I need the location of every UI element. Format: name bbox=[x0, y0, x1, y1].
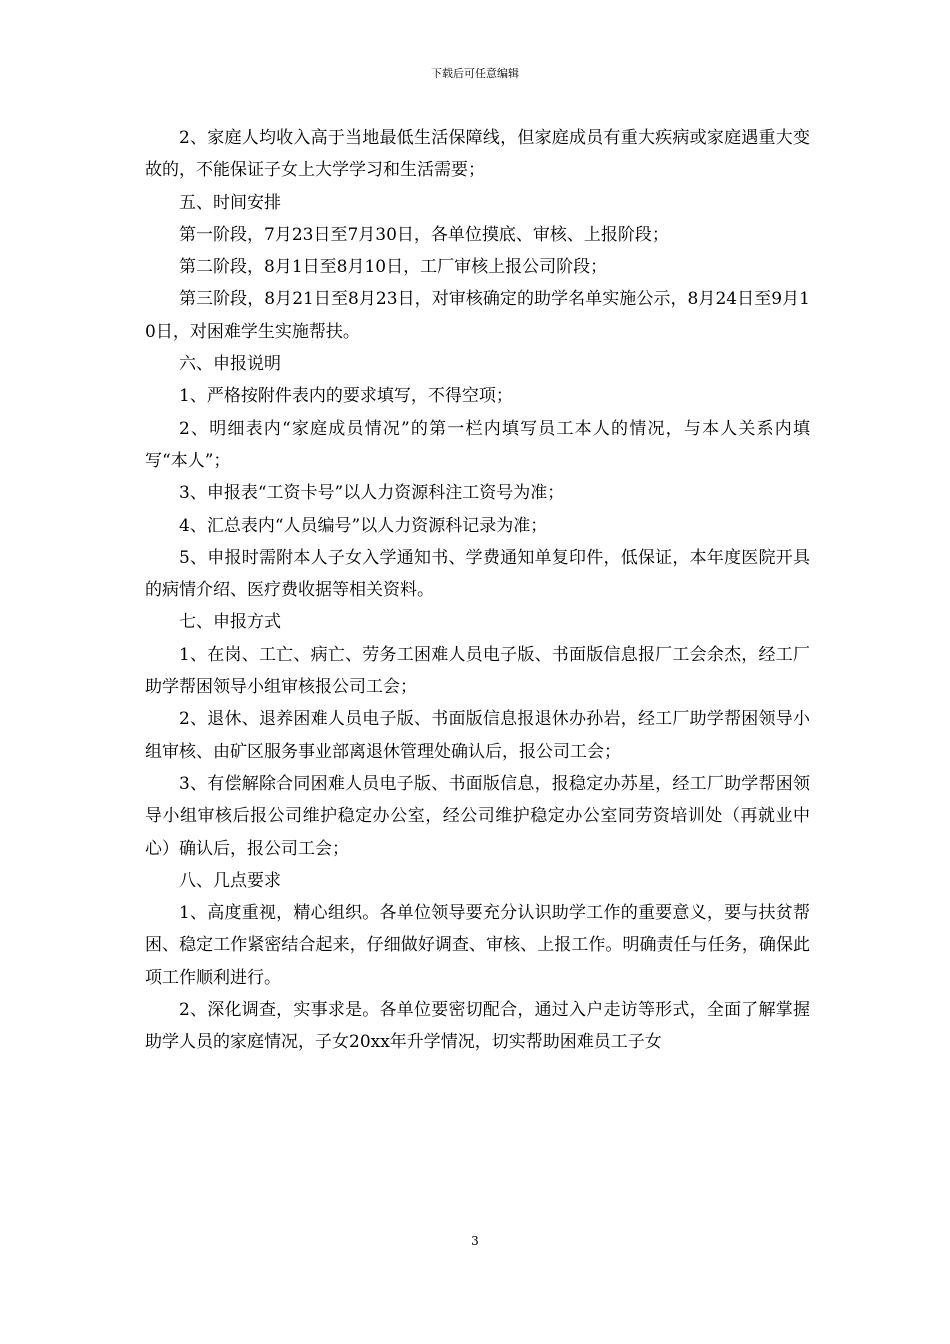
paragraph: 2、家庭人均收入高于当地最低生活保障线，但家庭成员有重大疾病或家庭遇重大变故的，不能保证子女上大学学习和生活需要； bbox=[145, 128, 810, 181]
paragraph: 5、申报时需附本人子女入学通知书、学费通知单复印件，低保证，本年度医院开具的病情介绍、医疗费收据等相关资料。 bbox=[145, 547, 810, 601]
paragraph: 第三阶段，8月21日至8月23日，对审核确定的助学名单实施公示，8月24日至9月10日，对困难学生实施帮扶。 bbox=[145, 289, 810, 342]
paragraph: 2、深化调查，实事求是。各单位要密切配合，通过入户走访等形式，全面了解掌握助学人员的家庭情况，子女20xx年升学情况，切实帮助困难员工子女 bbox=[145, 1000, 810, 1053]
paragraph: 1、严格按附件表内的要求填写，不得空项； bbox=[179, 386, 513, 407]
section-heading-application-notes: 六、申报说明 bbox=[179, 354, 281, 375]
paragraph: 3、有偿解除合同困难人员电子版、书面版信息，报稳定办苏星，经工厂助学帮困领导小组审核后报公司维护稳定办公室，经公司维护稳定办公室同劳资培训处（再就业中心）确认后，报公司工会； bbox=[145, 773, 810, 859]
paragraph: 2、退休、退养困难人员电子版、书面版信息报退休办孙岩，经工厂助学帮困领导小组审核、由矿区服务事业部离退休管理处确认后，报公司工会； bbox=[145, 709, 810, 762]
paragraph: 第一阶段，7月23日至7月30日，各单位摸底、审核、上报阶段； bbox=[179, 224, 669, 245]
paragraph: 3、申报表“工资卡号”以人力资源科注工资号为准； bbox=[179, 483, 565, 504]
section-heading-requirements: 八、几点要求 bbox=[179, 870, 281, 891]
page-number: 3 bbox=[471, 1234, 479, 1248]
paragraph: 1、高度重视，精心组织。各单位领导要充分认识助学工作的重要意义，要与扶贫帮困、稳定工作紧密结合起来，仔细做好调查、审核、上报工作。明确责任与任务，确保此项工作顺利进行。 bbox=[145, 903, 810, 988]
section-heading-application-method: 七、申报方式 bbox=[179, 612, 281, 633]
paragraph: 2、明细表内“家庭成员情况”的第一栏内填写员工本人的情况，与本人关系内填写“本人”； bbox=[145, 418, 810, 471]
paragraph: 1、在岗、工亡、病亡、劳务工困难人员电子版、书面版信息报厂工会余杰，经工厂助学帮困领导小组审核报公司工会； bbox=[145, 644, 810, 698]
section-heading-schedule: 五、时间安排 bbox=[179, 192, 281, 213]
document-body bbox=[145, 122, 810, 1059]
paragraph: 4、汇总表内“人员编号”以人力资源科记录为准； bbox=[179, 515, 548, 536]
paragraph: 第二阶段，8月1日至8月10日，工厂审核上报公司阶段； bbox=[179, 257, 608, 278]
page-header-note: 下载后可任意编辑 bbox=[431, 67, 519, 80]
